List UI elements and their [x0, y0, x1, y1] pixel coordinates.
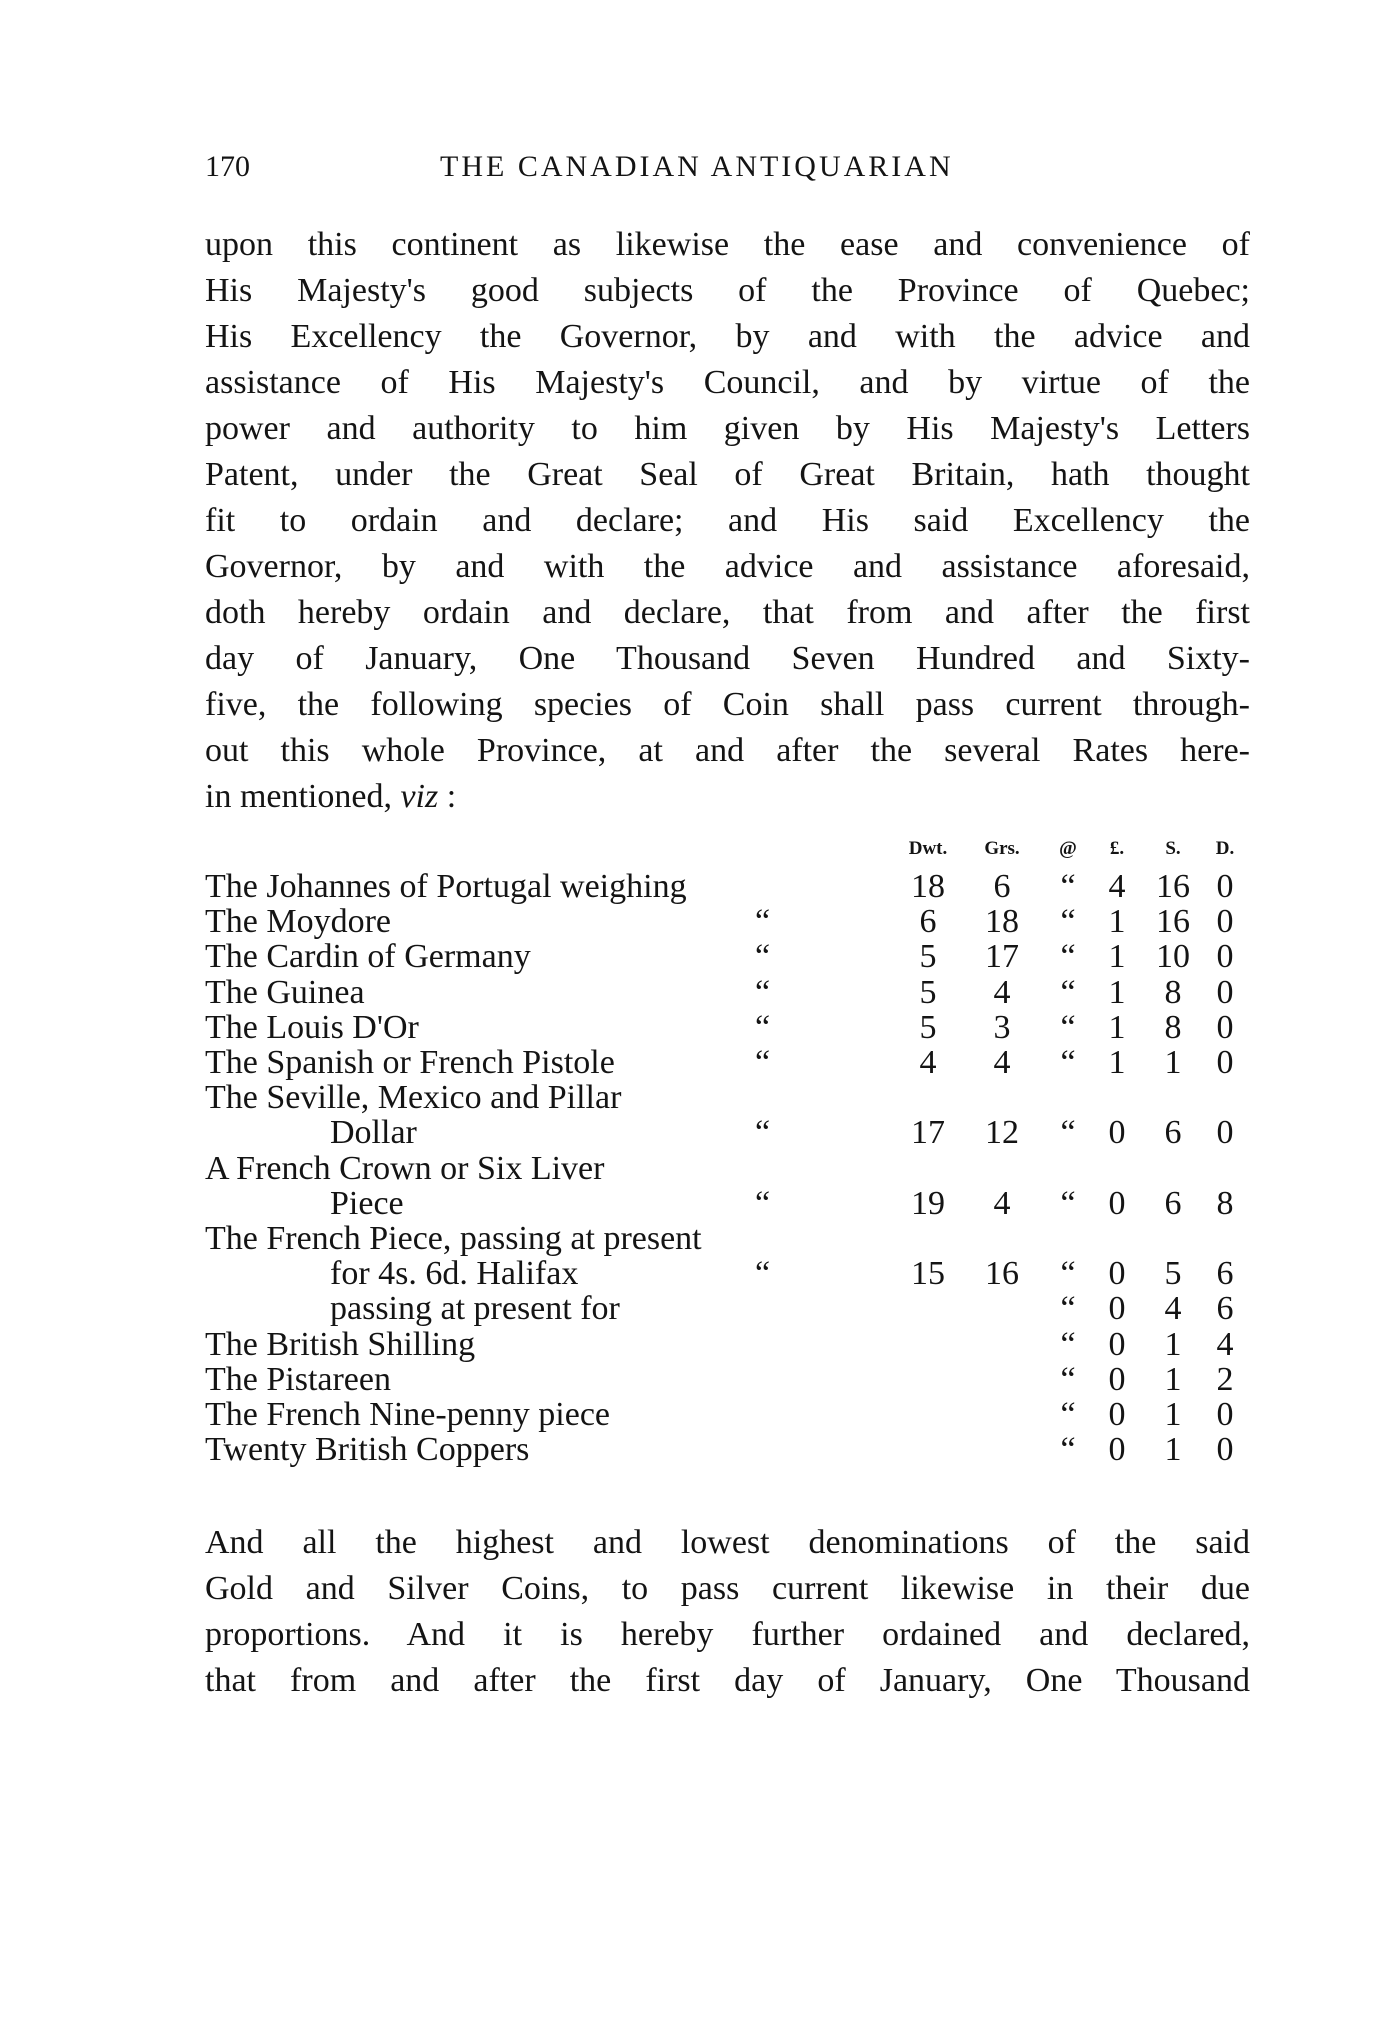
coin-name: The Spanish or French Pistole — [205, 1044, 615, 1081]
intro-paragraph — [205, 222, 1250, 820]
coin-name: The Pistareen — [205, 1360, 391, 1398]
cell-at: “ — [1060, 1290, 1076, 1328]
cell-at: “ — [1060, 1431, 1076, 1469]
cell-shillings: 8 — [1164, 973, 1182, 1011]
cell-pence: 8 — [1216, 1184, 1234, 1222]
column-header-dwt: Dwt. — [908, 838, 948, 859]
cell-grs: 4 — [993, 973, 1011, 1011]
cell-pence: 4 — [1216, 1325, 1234, 1363]
cell-grs: 4 — [993, 1044, 1011, 1081]
column-header-pounds: £. — [1109, 838, 1125, 859]
coin-name: The Moydore — [205, 903, 392, 941]
cell-at: “ — [1060, 1255, 1076, 1293]
ditto-mark: “ — [755, 1184, 771, 1222]
cell-pounds: 1 — [1108, 1044, 1126, 1081]
cell-pounds: 0 — [1108, 1114, 1126, 1152]
text-line: proportions. And it is hereby further ordained and declared, — [205, 1616, 1250, 1653]
cell-grs: 4 — [993, 1184, 1011, 1222]
mentioned-text: in mentioned, — [205, 778, 392, 815]
text-line: that from and after the first day of January, One Thousand — [205, 1662, 1250, 1699]
cell-shillings: 4 — [1164, 1290, 1182, 1328]
text-line: five, the following species of Coin shall pass current through- — [205, 686, 1250, 723]
coin-name: The French Piece, passing at present — [205, 1220, 702, 1257]
text-line: fit to ordain and declare; and His said Excellency the — [205, 502, 1250, 539]
colon-text: : — [446, 778, 457, 815]
running-title: THE CANADIAN ANTIQUARIAN — [440, 150, 954, 183]
column-header-at: @ — [1059, 838, 1077, 859]
cell-dwt: 4 — [919, 1044, 937, 1081]
ditto-mark: “ — [755, 1255, 771, 1293]
coin-name: The Louis D'Or — [205, 1008, 419, 1046]
text-line: power and authority to him given by His Majesty's Letters — [205, 410, 1250, 447]
cell-pence: 0 — [1216, 1114, 1234, 1152]
cell-dwt: 18 — [911, 868, 945, 905]
cell-pence: 6 — [1216, 1255, 1234, 1293]
ditto-mark: “ — [755, 973, 771, 1011]
cell-at: “ — [1060, 1325, 1076, 1363]
cell-grs: 16 — [985, 1255, 1019, 1293]
table-column-headers — [0, 838, 1385, 864]
cell-pounds: 0 — [1108, 1360, 1126, 1398]
cell-pence: 6 — [1216, 1290, 1234, 1328]
cell-at: “ — [1060, 1396, 1076, 1433]
cell-dwt: 5 — [919, 973, 937, 1011]
coin-name: passing at present for — [330, 1290, 620, 1328]
cell-pence: 0 — [1216, 973, 1234, 1011]
cell-shillings: 5 — [1164, 1255, 1182, 1293]
cell-shillings: 6 — [1164, 1184, 1182, 1222]
text-line: day of January, One Thousand Seven Hundred and Sixty- — [205, 640, 1250, 677]
coin-name: for 4s. 6d. Halifax — [330, 1255, 579, 1293]
cell-shillings: 16 — [1156, 903, 1190, 941]
cell-pounds: 1 — [1108, 903, 1126, 941]
ditto-mark: “ — [755, 903, 771, 941]
cell-at: “ — [1060, 903, 1076, 941]
ditto-mark: “ — [755, 938, 771, 976]
page-number: 170 — [205, 150, 250, 183]
cell-dwt: 15 — [911, 1255, 945, 1293]
cell-at: “ — [1060, 1360, 1076, 1398]
column-header-shillings: S. — [1165, 838, 1181, 859]
cell-pounds: 0 — [1108, 1290, 1126, 1328]
cell-dwt: 5 — [919, 938, 937, 976]
cell-dwt: 19 — [911, 1184, 945, 1222]
cell-shillings: 8 — [1164, 1008, 1182, 1046]
cell-pounds: 0 — [1108, 1431, 1126, 1469]
cell-pounds: 1 — [1108, 938, 1126, 976]
closing-paragraph — [205, 1520, 1250, 1704]
cell-pence: 0 — [1216, 1044, 1234, 1081]
cell-at: “ — [1060, 938, 1076, 976]
text-line: Patent, under the Great Seal of Great Britain, hath thought — [205, 456, 1250, 493]
cell-grs: 6 — [993, 868, 1011, 905]
coin-name: Piece — [330, 1184, 404, 1222]
ditto-mark: “ — [755, 1008, 771, 1046]
text-line: doth hereby ordain and declare, that from and after the first — [205, 594, 1250, 631]
text-line-last — [205, 774, 1250, 820]
coin-rate-table — [0, 864, 1385, 1469]
page-header — [205, 150, 1255, 190]
cell-at: “ — [1060, 1044, 1076, 1081]
cell-shillings: 1 — [1164, 1325, 1182, 1363]
text-line: And all the highest and lowest denominations of the said — [205, 1524, 1250, 1561]
ditto-mark: “ — [755, 1114, 771, 1152]
cell-at: “ — [1060, 973, 1076, 1011]
coin-name: The French Nine-penny piece — [205, 1396, 610, 1433]
cell-grs: 18 — [985, 903, 1019, 941]
text-line: Gold and Silver Coins, to pass current likewise in their due — [205, 1570, 1250, 1607]
coin-name: Twenty British Coppers — [205, 1431, 530, 1469]
cell-pounds: 0 — [1108, 1255, 1126, 1293]
cell-pounds: 0 — [1108, 1396, 1126, 1433]
cell-pounds: 0 — [1108, 1184, 1126, 1222]
text-line: assistance of His Majesty's Council, and by virtue of the — [205, 364, 1250, 401]
column-header-grs: Grs. — [984, 838, 1020, 859]
cell-at: “ — [1060, 1008, 1076, 1046]
table-row — [0, 1427, 1385, 1473]
column-header-pence: D. — [1215, 838, 1235, 859]
coin-name: The British Shilling — [205, 1325, 476, 1363]
cell-grs: 3 — [993, 1008, 1011, 1046]
cell-pounds: 1 — [1108, 973, 1126, 1011]
ditto-mark: “ — [755, 1044, 771, 1081]
text-line: His Excellency the Governor, by and with the advice and — [205, 318, 1250, 355]
cell-pence: 0 — [1216, 1396, 1234, 1433]
coin-name: A French Crown or Six Liver — [205, 1149, 605, 1187]
cell-shillings: 6 — [1164, 1114, 1182, 1152]
viz-text: viz — [400, 778, 439, 815]
cell-pounds: 0 — [1108, 1325, 1126, 1363]
cell-pence: 0 — [1216, 938, 1234, 976]
cell-shillings: 16 — [1156, 868, 1190, 905]
cell-pence: 0 — [1216, 1008, 1234, 1046]
cell-shillings: 1 — [1164, 1360, 1182, 1398]
cell-at: “ — [1060, 1184, 1076, 1222]
cell-grs: 12 — [985, 1114, 1019, 1152]
cell-dwt: 5 — [919, 1008, 937, 1046]
coin-name: The Johannes of Portugal weighing — [205, 868, 687, 905]
cell-pence: 0 — [1216, 1431, 1234, 1469]
cell-at: “ — [1060, 1114, 1076, 1152]
cell-grs: 17 — [985, 938, 1019, 976]
text-line: upon this continent as likewise the ease and convenience of — [205, 226, 1250, 263]
text-line: Governor, by and with the advice and assistance aforesaid, — [205, 548, 1250, 585]
cell-pounds: 1 — [1108, 1008, 1126, 1046]
cell-dwt: 17 — [911, 1114, 945, 1152]
cell-dwt: 6 — [919, 903, 937, 941]
cell-pence: 0 — [1216, 903, 1234, 941]
cell-shillings: 1 — [1164, 1396, 1182, 1433]
cell-shillings: 10 — [1156, 938, 1190, 976]
coin-name: Dollar — [330, 1114, 417, 1152]
coin-name: The Cardin of Germany — [205, 938, 531, 976]
cell-pounds: 4 — [1108, 868, 1126, 905]
text-line: out this whole Province, at and after the several Rates here- — [205, 732, 1250, 769]
cell-pence: 2 — [1216, 1360, 1234, 1398]
cell-pence: 0 — [1216, 868, 1234, 905]
text-line: His Majesty's good subjects of the Province of Quebec; — [205, 272, 1250, 309]
cell-shillings: 1 — [1164, 1044, 1182, 1081]
cell-at: “ — [1060, 868, 1076, 905]
coin-name: The Guinea — [205, 973, 365, 1011]
cell-shillings: 1 — [1164, 1431, 1182, 1469]
coin-name: The Seville, Mexico and Pillar — [205, 1079, 622, 1117]
